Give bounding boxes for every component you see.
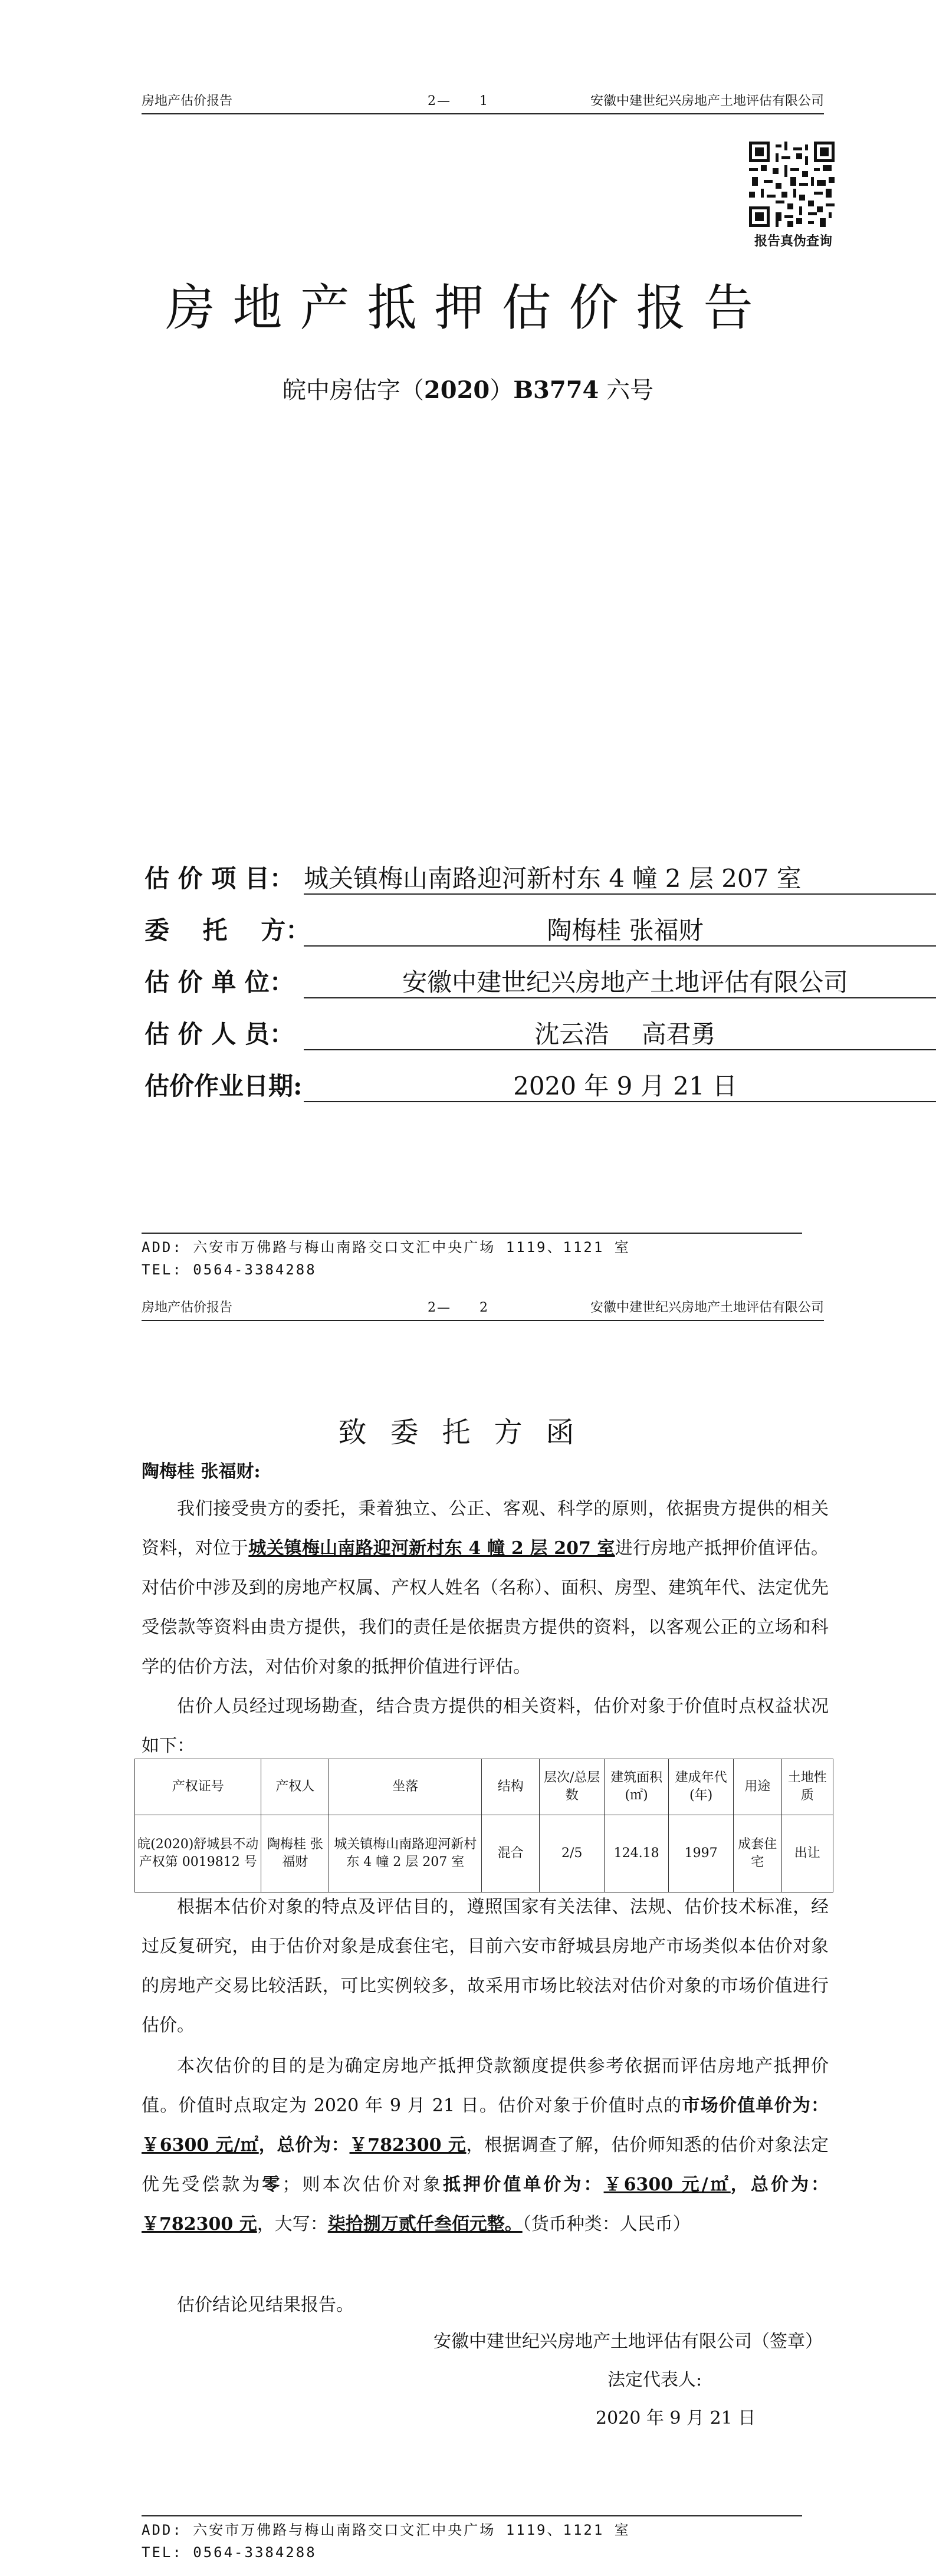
report-number-mid: ） xyxy=(490,377,514,404)
th-cert: 产权证号 xyxy=(135,1759,261,1815)
field-appraiser-org-label: 估 价 单 位： xyxy=(144,968,294,997)
td-location: 城关镇梅山南路迎河新村东 4 幢 2 层 207 室 xyxy=(329,1815,482,1892)
header-company: 安徽中建世纪兴房地产土地评估有限公司 xyxy=(590,94,824,109)
p4-market-label: 市场价值单价为： xyxy=(682,2095,829,2116)
header-left: 房地产估价报告 xyxy=(142,1300,233,1315)
letter-paragraph-2: 估价人员经过现场勘查，结合贵方提供的相关资料，估价对象于价值时点权益状况如下： xyxy=(142,1696,829,1756)
letter-salutation: 陶梅桂 张福财: xyxy=(142,1461,261,1482)
sign-representative: 法定代表人: xyxy=(607,2370,702,2390)
p4-text-f: （货币种类：人民币） xyxy=(522,2214,691,2235)
letter-paragraph-4 xyxy=(142,2046,829,2244)
field-appraiser-org-value: 安徽中建世纪兴房地产土地评估有限公司 xyxy=(304,963,936,998)
field-date xyxy=(144,1067,737,1102)
field-project-label: 估 价 项 目： xyxy=(144,864,294,893)
field-appraisers xyxy=(144,1015,716,1050)
th-use: 用途 xyxy=(733,1759,781,1815)
field-client-value: 陶梅桂 张福财 xyxy=(304,911,936,947)
footer-addr: ADD: 六安市万佛路与梅山南路交口文汇中央广场 1119、1121 室 xyxy=(142,2522,630,2538)
letter-paragraph-3: 根据本估价对象的特点及评估目的，遵照国家有关法律、法规、估价技术标准，经过反复研究，由于估价对象是成套住宅，目前六安市舒城县房地产市场类似本估价对象的房地产交易比较活跃，可比实例较多，故采用市场比较法对估价对象的市场价值进行估价。 xyxy=(142,1897,829,2036)
p4-mortgage-label: 抵押价值单价为： xyxy=(443,2174,604,2195)
header-rule xyxy=(142,1320,824,1321)
letter-title: 致委托方函 xyxy=(338,1416,598,1449)
field-appraisers-label: 估 价 人 员： xyxy=(144,1020,294,1049)
footer-address xyxy=(142,2519,630,2564)
p4-mortgage-unit: ￥6300 元/㎡ xyxy=(603,2174,731,2195)
td-land: 出让 xyxy=(781,1815,833,1892)
th-area: 建筑面积(㎡) xyxy=(604,1759,668,1815)
letter-paragraph-1 xyxy=(142,1489,829,1687)
field-date-value: 2020 年 9 月 21 日 xyxy=(304,1067,936,1102)
page-header xyxy=(0,1289,936,1325)
td-cert: 皖(2020)舒城县不动产权第 0019812 号 xyxy=(135,1815,261,1892)
sign-date: 2020 年 9 月 21 日 xyxy=(596,2408,756,2429)
table-header-row xyxy=(135,1759,833,1815)
field-client xyxy=(144,911,704,947)
p4-amount-chinese: 柒拾捌万贰仟叁佰元整。 xyxy=(327,2214,523,2235)
qr-code-icon xyxy=(749,142,835,227)
field-appraiser-org xyxy=(144,963,848,998)
sign-company: 安徽中建世纪兴房地产土地评估有限公司（签章） xyxy=(433,2331,823,2352)
p4-zero: 零 xyxy=(262,2174,283,2195)
qr-label: 报告真伪查询 xyxy=(754,234,832,249)
th-floor: 层次/总层数 xyxy=(540,1759,604,1815)
td-structure: 混合 xyxy=(482,1815,540,1892)
field-appraisers-value: 沈云浩 高君勇 xyxy=(304,1015,936,1050)
th-year: 建成年代(年) xyxy=(669,1759,733,1815)
p4-text-a: 本次估价的目的是为确定房地产抵押贷款额度提供参考依据而评估房地产抵押价值。价值时点取定为 2020 年 9 月 21 日。估价对象于价值时点的 xyxy=(142,2056,829,2116)
p1-address: 城关镇梅山南路迎河新村东 4 幢 2 层 207 室 xyxy=(248,1538,615,1559)
p4-text-d: ；则本次估价对象 xyxy=(282,2174,444,2195)
letter-paragraph-5: 估价结论见结果报告。 xyxy=(177,2295,354,2315)
th-structure: 结构 xyxy=(482,1759,540,1815)
th-location: 坐落 xyxy=(329,1759,482,1815)
th-owner: 产权人 xyxy=(261,1759,329,1815)
header-left: 房地产估价报告 xyxy=(142,94,233,109)
p4-market-total: ￥782300 元 xyxy=(349,2135,467,2156)
report-number-suffix: 六号 xyxy=(599,377,654,404)
field-project xyxy=(144,859,802,895)
report-number xyxy=(0,372,936,405)
p1-text-a: 我们接受贵方的委托，秉着独立、公正、客观、科学的原则，依据贵方提供的相关资料，对位于 xyxy=(142,1499,829,1559)
header-page-number: 2— 1 xyxy=(428,94,489,109)
td-floor: 2/5 xyxy=(540,1815,604,1892)
report-number-code: B3774 xyxy=(513,376,599,404)
p4-mortgage-total: ￥782300 元 xyxy=(142,2214,257,2235)
header-page-number: 2— 2 xyxy=(428,1300,489,1315)
report-number-year: 2020 xyxy=(423,376,490,404)
td-use: 成套住宅 xyxy=(733,1815,781,1892)
th-land: 土地性质 xyxy=(781,1759,833,1815)
report-number-prefix: 皖中房估字（ xyxy=(282,377,424,404)
p4-market-unit: ￥6300 元/㎡ xyxy=(142,2135,259,2156)
table-row xyxy=(135,1815,833,1892)
property-table xyxy=(134,1759,833,1892)
p1-text-b: 进行房地产抵押价值评估。对估价中涉及到的房地产权属、产权人姓名（名称）、面积、房型、建筑年代、法定优先受偿款等资料由贵方提供，我们的责任是依据贵方提供的资料，以客观公正的立场和科学的估价方法，对估价对象的抵押价值进行评估。 xyxy=(142,1538,829,1677)
field-date-label: 估价作业日期: xyxy=(144,1072,303,1100)
td-owner: 陶梅桂 张福财 xyxy=(261,1815,329,1892)
p4-market-total-label: ，总价为： xyxy=(258,2135,350,2156)
p4-text-e: ，大写： xyxy=(257,2214,328,2235)
footer-tel: TEL: 0564-3384288 xyxy=(142,2544,317,2561)
p4-text-c: ，根据调查了解，估价师知悉的估价对象法定优先受偿款为 xyxy=(142,2135,829,2195)
td-area: 124.18 xyxy=(604,1815,668,1892)
footer-addr: ADD: 六安市万佛路与梅山南路交口文汇中央广场 1119、1121 室 xyxy=(142,1239,630,1256)
page-header xyxy=(0,83,936,118)
td-year: 1997 xyxy=(669,1815,733,1892)
header-company: 安徽中建世纪兴房地产土地评估有限公司 xyxy=(590,1300,824,1315)
footer-address xyxy=(142,1236,630,1281)
footer-rule xyxy=(142,2515,802,2516)
field-project-value: 城关镇梅山南路迎河新村东 4 幢 2 层 207 室 xyxy=(304,859,936,895)
field-client-label: 委 托 方： xyxy=(144,916,311,945)
footer-tel: TEL: 0564-3384288 xyxy=(142,1261,317,1278)
footer-rule xyxy=(142,1233,802,1234)
header-rule xyxy=(142,113,824,114)
p4-mortgage-total-label: ，总价为： xyxy=(730,2174,829,2195)
report-title: 房地产抵押估价报告 xyxy=(165,279,771,337)
